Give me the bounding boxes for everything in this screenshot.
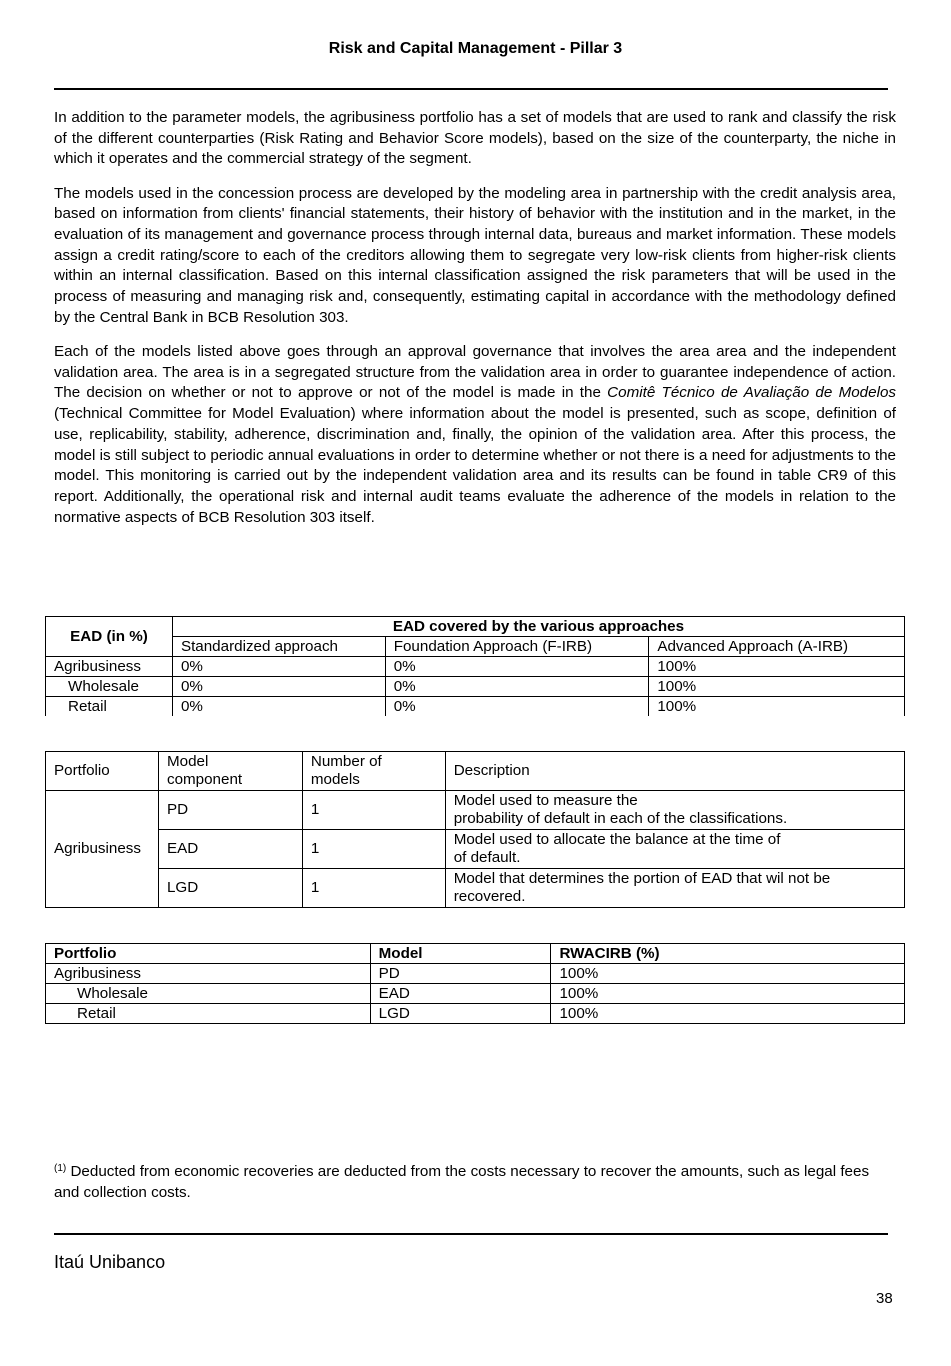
ead-cell: 0% (385, 677, 649, 697)
model-component-cell: LGD (158, 869, 302, 908)
footnote-marker: (1) (54, 1163, 67, 1174)
ead-cell: 0% (172, 697, 385, 717)
table-row (46, 657, 905, 677)
table-row (46, 697, 905, 717)
desc-line: Model that determines the portion of EAD that wil not be (453, 870, 831, 887)
model-component-cell: EAD (158, 830, 302, 869)
rwa-value-cell: 100% (551, 1004, 905, 1024)
ead-col-header: Foundation Approach (F-IRB) (385, 637, 649, 657)
table-row (46, 984, 905, 1004)
ead-cell: 100% (649, 657, 905, 677)
ead-coverage-table (45, 616, 905, 716)
rwa-value-cell: 100% (551, 984, 905, 1004)
desc-line: recovered. (453, 888, 526, 905)
rwa-table (45, 943, 905, 1024)
ead-col-header: Standardized approach (172, 637, 385, 657)
rwa-portfolio-cell: Wholesale (46, 984, 371, 1004)
paragraph-3 (54, 342, 896, 528)
body-text (54, 108, 896, 542)
model-count-cell: 1 (302, 830, 445, 869)
ead-row-label: Retail (46, 697, 173, 717)
ead-row-label: Wholesale (46, 677, 173, 697)
footer-organization: Itaú Unibanco (54, 1252, 166, 1272)
desc-line: probability of default in each of the classifications. (453, 810, 788, 827)
model-description-cell (445, 791, 904, 830)
ead-cell: 0% (385, 657, 649, 677)
rwa-header-portfolio: Portfolio (46, 944, 371, 964)
model-component-cell: PD (158, 791, 302, 830)
table-row (46, 830, 905, 869)
footnote-text: Deducted from economic recoveries are deducted from the costs necessary to recover the amounts, such as legal fees and collection costs. (54, 1163, 870, 1201)
table-row (46, 869, 905, 908)
model-description-cell (445, 830, 904, 869)
rwa-header-model: Model (370, 944, 551, 964)
committee-name: Comitê Técnico de Avaliação de Modelos (607, 384, 896, 402)
footer-rule (54, 1233, 888, 1235)
models-header-portfolio: Portfolio (46, 752, 159, 791)
rwa-model-cell: PD (370, 964, 551, 984)
ead-cell: 0% (172, 677, 385, 697)
rwa-portfolio-cell: Agribusiness (46, 964, 371, 984)
header-line: Model (166, 753, 209, 770)
desc-line: Model used to measure the (453, 792, 638, 809)
ead-cell: 0% (172, 657, 385, 677)
rwa-model-cell: EAD (370, 984, 551, 1004)
models-header-description: Description (445, 752, 904, 791)
header-line: Number of (310, 753, 382, 770)
footnote (54, 1158, 896, 1203)
rwa-model-cell: LGD (370, 1004, 551, 1024)
paragraph-3-part-2: (Technical Committee for Model Evaluation) where information about the model is presented, such as scope, definition of use, replicability, stability, adherence, discrimination and, finally, the opinion of the validation area. After this process, the model is still subject to periodic annual evaluations in order to determine whether or not there is a need for adjustments to the model. This monitoring is carried out by the independent validation area and its results can be found in table CR9 of this report. Additionally, the operational risk and internal audit teams evaluate the adherence of the models in relation to the normative aspects of BCB Resolution 303 itself. (54, 405, 896, 526)
table-row (46, 677, 905, 697)
page-number: 38 (876, 1290, 893, 1307)
ead-row-header: EAD (in %) (46, 617, 173, 657)
ead-cell: 0% (385, 697, 649, 717)
model-count-cell: 1 (302, 791, 445, 830)
models-header-component (158, 752, 302, 791)
desc-line: Model used to allocate the balance at the time of (453, 831, 781, 848)
table-row (46, 964, 905, 984)
ead-cell: 100% (649, 677, 905, 697)
header-rule (54, 88, 888, 90)
paragraph-1: In addition to the parameter models, the agribusiness portfolio has a set of models that are used to rank and classify the risk of the different counterparties (Risk Rating and Behavior Score models), based on the size of the counterparty, the niche in which it operates and the commercial strategy of the segment. (54, 109, 896, 168)
paragraph-2: The models used in the concession process are developed by the modeling area in partnership with the credit analysis area, based on information from clients' financial statements, their history of behavior with the institution and in the market, in the evaluation of its management and governance process through internal data, bureaus and market information. These models assign a credit rating/score to each of the creditors allowing them to segregate very low-risk clients from higher-risk clients within an internal classification. Based on this internal classification assigned the risk parameters that will be used in the process of measuring and managing risk and, consequently, estimating capital in accordance with the methodology defined by the Central Bank in BCB Resolution 303. (54, 184, 896, 326)
table-row (46, 1004, 905, 1024)
models-header-count (302, 752, 445, 791)
desc-line: of default. (453, 849, 521, 866)
model-description-cell (445, 869, 904, 908)
models-portfolio-cell: Agribusiness (46, 791, 159, 908)
ead-cell: 100% (649, 697, 905, 717)
rwa-header-value: RWACIRB (%) (551, 944, 905, 964)
ead-row-label: Agribusiness (46, 657, 173, 677)
rwa-portfolio-cell: Retail (46, 1004, 371, 1024)
table-row (46, 791, 905, 830)
rwa-value-cell: 100% (551, 964, 905, 984)
header-line: models (310, 771, 360, 788)
models-table (45, 751, 905, 908)
paragraph-3-part-1: Each of the models listed above goes through an approval governance that involves the area area and the independent validation area. The area is in a segregated structure from the validation area in order to guarantee independence of action. The decision on whether or not to approve or not of the model is made in the (54, 343, 896, 402)
ead-col-header: Advanced Approach (A-IRB) (649, 637, 905, 657)
page-header-title: Risk and Capital Management - Pillar 3 (328, 40, 623, 57)
model-count-cell: 1 (302, 869, 445, 908)
header-line: component (166, 771, 243, 788)
ead-group-header: EAD covered by the various approaches (172, 617, 904, 637)
